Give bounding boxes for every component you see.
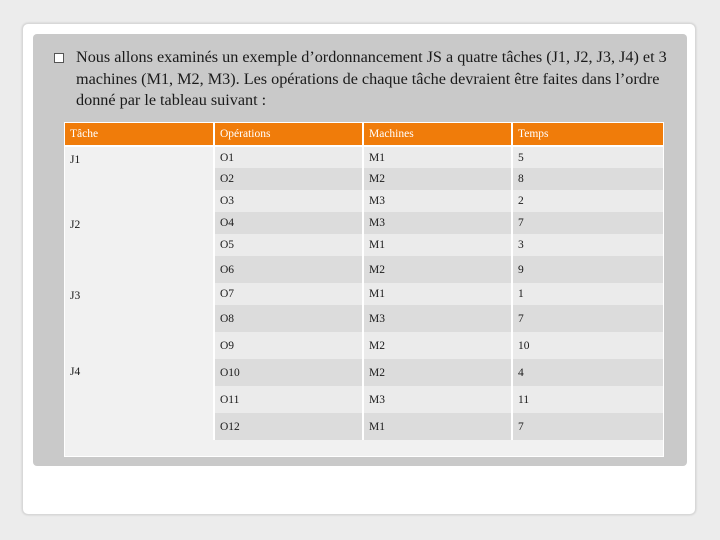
header-temps: Temps [512, 123, 663, 146]
cell-temps: 9 [512, 256, 663, 283]
header-operations: Opérations [214, 123, 363, 146]
cell-operation: O5 [214, 234, 363, 256]
cell-operation: O7 [214, 283, 363, 305]
cell-machine: M1 [363, 146, 512, 168]
table-row [65, 190, 663, 212]
intro-paragraph: Nous allons examinés un exemple d’ordonnancement JS a quatre tâches (J1, J2, J3, J4) et 3 machines (M1, M2, M3). Les opérations de chaque tâche devraient être faites dans l’ordre donné par le tableau suivant : [76, 48, 667, 109]
cell-tache: J3 [65, 283, 214, 305]
cell-machine: M1 [363, 413, 512, 440]
cell-operation: O9 [214, 332, 363, 359]
table-row [65, 256, 663, 283]
cell-temps: 2 [512, 190, 663, 212]
cell-tache [65, 256, 214, 283]
table-header-row [65, 123, 663, 146]
table-row [65, 413, 663, 440]
table-row [65, 359, 663, 386]
cell-operation: O11 [214, 386, 363, 413]
cell-temps: 8 [512, 168, 663, 190]
cell-tache [65, 332, 214, 359]
cell-machine: M1 [363, 283, 512, 305]
table-row [65, 386, 663, 413]
header-machines: Machines [363, 123, 512, 146]
cell-operation: O2 [214, 168, 363, 190]
table-row [65, 234, 663, 256]
cell-tache [65, 234, 214, 256]
cell-operation: O1 [214, 146, 363, 168]
cell-operation: O3 [214, 190, 363, 212]
cell-machine: M2 [363, 332, 512, 359]
cell-operation: O6 [214, 256, 363, 283]
cell-operation: O4 [214, 212, 363, 234]
schedule-table [64, 122, 664, 457]
cell-tache [65, 190, 214, 212]
cell-temps: 10 [512, 332, 663, 359]
cell-machine: M2 [363, 168, 512, 190]
cell-temps: 7 [512, 413, 663, 440]
cell-temps: 1 [512, 283, 663, 305]
cell-temps: 3 [512, 234, 663, 256]
cell-operation: O10 [214, 359, 363, 386]
cell-tache [65, 413, 214, 440]
table-row [65, 332, 663, 359]
cell-machine: M1 [363, 234, 512, 256]
cell-machine: M2 [363, 256, 512, 283]
cell-tache [65, 386, 214, 413]
cell-temps: 4 [512, 359, 663, 386]
cell-operation: O8 [214, 305, 363, 332]
cell-temps: 7 [512, 212, 663, 234]
cell-machine: M3 [363, 305, 512, 332]
header-tache: Tâche [65, 123, 214, 146]
cell-temps: 11 [512, 386, 663, 413]
table-row [65, 212, 663, 234]
cell-machine: M2 [363, 359, 512, 386]
bullet-square-icon [54, 53, 64, 63]
cell-tache: J1 [65, 146, 214, 168]
cell-temps: 5 [512, 146, 663, 168]
cell-machine: M3 [363, 212, 512, 234]
table-row [65, 283, 663, 305]
jobs-table [65, 123, 663, 440]
cell-tache: J2 [65, 212, 214, 234]
cell-operation: O12 [214, 413, 363, 440]
table-row [65, 168, 663, 190]
table-row [65, 146, 663, 168]
cell-machine: M3 [363, 190, 512, 212]
cell-tache [65, 305, 214, 332]
cell-machine: M3 [363, 386, 512, 413]
cell-tache [65, 168, 214, 190]
cell-temps: 7 [512, 305, 663, 332]
table-row [65, 305, 663, 332]
cell-tache: J4 [65, 359, 214, 386]
